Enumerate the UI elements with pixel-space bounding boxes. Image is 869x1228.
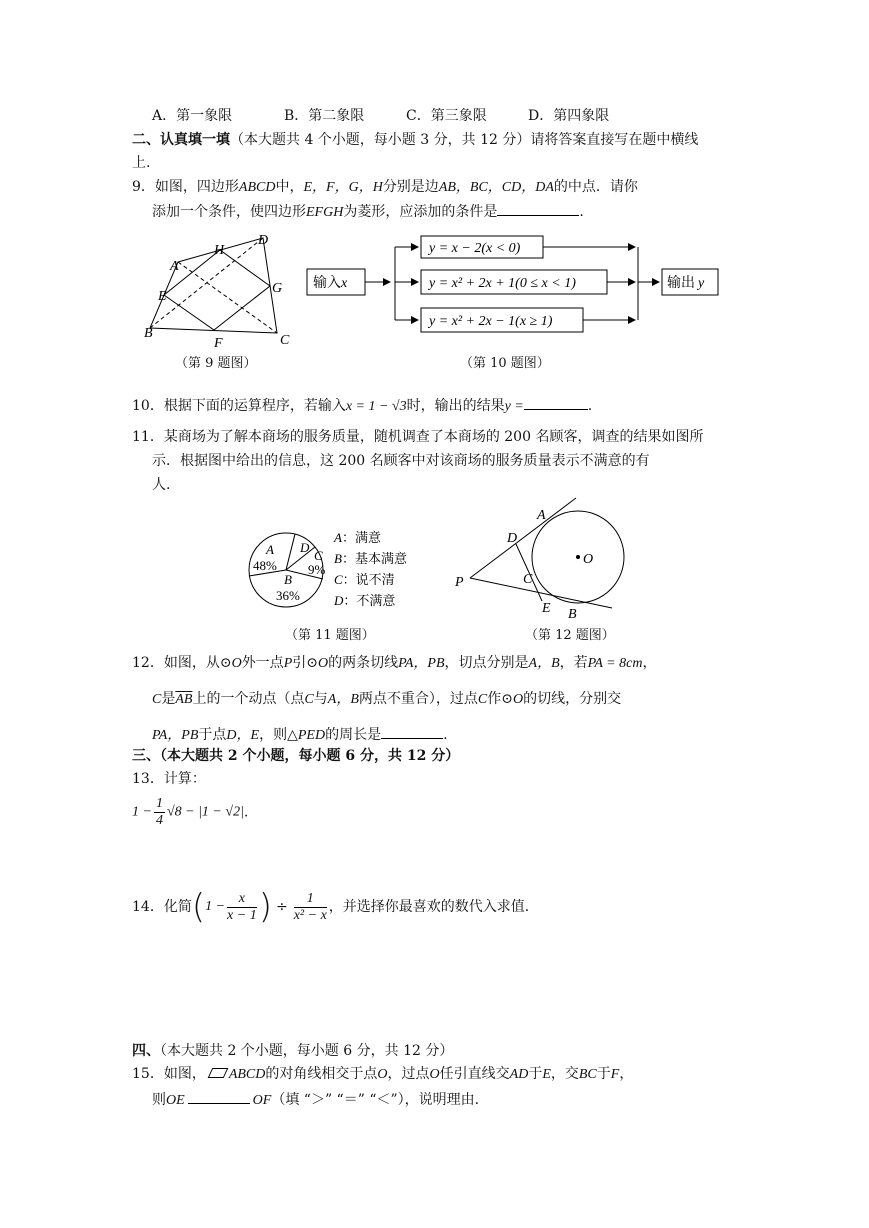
q15-o: O [429, 1067, 440, 1082]
q12-label-o: O [583, 552, 594, 567]
q9-label-g: G [272, 281, 283, 296]
q11-line3: 人. [152, 477, 171, 493]
q14-text: 化简 [163, 899, 192, 915]
svg-text:C：说不清 [334, 572, 395, 587]
q12-tangent-pa [470, 498, 576, 578]
q12-c: C [152, 692, 162, 707]
q14-text: ，并选择你最喜欢的数代入求值. [328, 899, 530, 915]
q15-text: （填 “＞” “＝” “＜”），说明理由. [271, 1092, 480, 1108]
q12-figure [450, 495, 640, 620]
q10-flowchart [305, 232, 725, 342]
q10-box3-text: y = x² + 2x − 1(x ≥ 1) [429, 314, 553, 329]
q11-legend-text-b: ：基本满意 [341, 551, 407, 566]
q10-output-label: 输出 [667, 276, 695, 291]
q12-text: 的周长是 [325, 727, 382, 743]
q8-option-b: B．第二象限 [284, 108, 365, 124]
q9-text: 中， [275, 179, 304, 195]
q10-text: 时，输出的结果 [406, 398, 505, 414]
q10-input-label: 输入 [313, 276, 341, 291]
q14-frac2-den: x² − x [293, 907, 327, 923]
q14-number: 14． [132, 899, 164, 915]
q15-text: ，过点 [387, 1066, 430, 1082]
q12-label-c: C [523, 572, 533, 587]
q9-caption: （第 9 题图） [175, 356, 257, 371]
q15-line2 [152, 1089, 479, 1110]
q15-text: 如图， [163, 1066, 206, 1082]
q14-one: 1 − [205, 899, 226, 914]
q14-right-paren: ) [258, 887, 272, 927]
q12-line1 [132, 654, 656, 673]
q11-pie-label-c: C [314, 548, 323, 563]
q12-c: C [477, 692, 488, 707]
q10-box1-text: y = x − 2(x < 0) [429, 241, 521, 256]
q13-number: 13． [132, 771, 164, 787]
q12-number: 12． [132, 655, 164, 671]
q9-text: 的中点．请你 [553, 179, 638, 195]
q12-line3 [152, 724, 448, 745]
q10-yeq: y = [504, 399, 524, 414]
q12-text: 与 [313, 691, 328, 707]
section2-desc: （本大题共 4 个小题，每小题 3 分，共 12 分）请将答案直接写在题中横线 [230, 132, 699, 148]
q12-label-p: P [455, 575, 464, 590]
q9-label-c: C [280, 333, 290, 348]
q9-label-a: A [170, 259, 179, 274]
q9-abcd: ABCD [238, 180, 276, 195]
svg-text:输入x [313, 275, 348, 291]
q12-caption: （第 12 题图） [525, 628, 615, 643]
q12-text: ，则△ [259, 727, 298, 743]
q12-text: ，若 [559, 655, 588, 671]
q10-output-var: y [698, 276, 705, 291]
section3-heading: 三、（本大题共 2 个小题，每小题 6 分，共 12 分） [132, 748, 460, 764]
q14-frac1-num: x [227, 891, 257, 908]
q8-option-a: A．第一象限 [152, 108, 233, 124]
q9-label-f: F [214, 336, 223, 350]
q9-quadrilateral-efgh [164, 250, 270, 330]
q13-expr-post: √8 − |1 − √2| [166, 804, 244, 820]
q14-line [132, 887, 530, 927]
q10-answer-blank[interactable] [524, 395, 588, 410]
q14-frac2-num: 1 [294, 891, 327, 908]
q9-text: 添加一个条件，使四边形 [152, 204, 306, 220]
section4-heading: 四、 [132, 1043, 160, 1059]
svg-text:B：基本满意 [334, 551, 407, 566]
q11-legend-text-c: ：说不清 [342, 572, 395, 587]
q12-label-b: B [568, 607, 577, 620]
q12-text: 是 [161, 691, 176, 707]
q9-number: 9． [132, 179, 155, 195]
q11-number: 11． [132, 429, 164, 445]
q11-legend-key-d: D [334, 593, 344, 608]
parallelogram-icon [207, 1068, 228, 1078]
q15-text: 于 [528, 1066, 543, 1082]
q15-answer-blank[interactable] [188, 1089, 250, 1104]
q12-tangent-pb [470, 578, 612, 608]
q15-oe: OE [166, 1093, 185, 1108]
section2-desc-cont: 上. [132, 155, 151, 171]
q12-text: 引⊙ [292, 655, 318, 671]
q11-pie-label-a: A [266, 542, 274, 557]
q15-of: OF [252, 1093, 272, 1108]
q9-diagonal-ac [178, 262, 277, 333]
svg-text:输出y [667, 275, 705, 291]
q12-ab: A，B [327, 692, 359, 707]
q11-legend-key-a: A [334, 530, 342, 545]
q12-o: O [512, 692, 524, 707]
q11-text: 某商场为了解本商场的服务质量，随机调查了本商场的 200 名顾客，调查的结果如图所 [163, 429, 704, 445]
section2-heading: 二、认真填一填 [132, 132, 230, 148]
q9-text: 如图，四边形 [154, 179, 239, 195]
q11-pie-radius [286, 534, 295, 570]
q11-pie-pct-b: 36% [276, 588, 300, 603]
q11-caption: （第 11 题图） [285, 628, 375, 643]
q10-caption: （第 10 题图） [460, 356, 550, 371]
q13-expression [132, 796, 248, 829]
q9-efgh: EFGH [306, 205, 344, 220]
q12-text: 作⊙ [487, 691, 513, 707]
q13-expr-pre: 1 − [132, 804, 152, 820]
q9-line2 [152, 201, 584, 222]
q12-c: C [304, 692, 314, 707]
q10-period: . [587, 398, 593, 414]
q12-text: 外一点 [241, 655, 284, 671]
q9-text: 为菱形，应添加的条件是 [343, 204, 498, 220]
q9-points: E，F，G，H [303, 180, 383, 195]
q11-pie-pct-c: 9% [308, 562, 326, 577]
q14-left-paren: ( [191, 887, 206, 927]
q15-bc: BC [578, 1067, 597, 1082]
q10-question [132, 395, 592, 416]
q9-sides: AB，BC，CD，DA [438, 180, 554, 195]
q10-number: 10． [132, 398, 164, 414]
svg-text:A：满意 [333, 530, 381, 545]
section4-desc: （本大题共 2 个小题，每小题 6 分，共 12 分） [160, 1043, 454, 1059]
q11-pie-figure [240, 522, 440, 622]
q10-expr: x = 1 − √3 [345, 399, 407, 414]
q11-legend-key-b: B [334, 551, 342, 566]
q14-div: ÷ [275, 899, 288, 915]
q14-frac1-den: x − 1 [227, 907, 257, 923]
q12-text: 两点不重合），过点 [358, 691, 478, 707]
q12-text: ，切点分别是 [444, 655, 529, 671]
q10-text: 根据下面的运算程序，若输入 [163, 398, 346, 414]
q15-text: ，交 [550, 1066, 579, 1082]
q12-pa-pb: PA，PB [152, 728, 199, 743]
q12-text: ， [642, 655, 657, 671]
q12-label-a: A [537, 508, 546, 523]
q15-text: 于 [596, 1066, 611, 1082]
q15-ad: AD [509, 1067, 529, 1082]
q15-line1 [132, 1065, 633, 1084]
q12-text: 如图，从⊙ [163, 655, 232, 671]
q11-legend-text-d: ：不满意 [343, 593, 396, 608]
q12-p: P [283, 656, 293, 671]
q12-label-d: D [507, 531, 518, 546]
q11-legend-key-c: C [334, 572, 343, 587]
q9-label-e: E [158, 289, 167, 304]
q9-label-d: D [258, 233, 269, 248]
q12-period: . [443, 727, 448, 743]
q13-frac-num: 1 [155, 796, 163, 811]
q10-box2-text: y = x² + 2x + 1(0 ≤ x < 1) [429, 276, 576, 291]
q12-o: O [231, 656, 242, 671]
q15-abcd: ABCD [228, 1067, 266, 1082]
q11-line2: 示．根据图中给出的信息，这 200 名顾客中对该商场的服务质量表示不满意的有 [152, 453, 650, 469]
q12-text: 的两条切线 [328, 655, 399, 671]
q12-ab: A，B [528, 656, 560, 671]
q12-ped: PED [297, 728, 326, 743]
q9-answer-blank[interactable] [497, 201, 579, 216]
q9-figure [140, 230, 300, 350]
q15-text: ， [619, 1066, 634, 1082]
q15-o: O [377, 1067, 388, 1082]
q9-period: . [579, 204, 584, 220]
q12-answer-blank[interactable] [381, 724, 443, 739]
q13-period: . [243, 804, 249, 821]
q8-option-d: D．第四象限 [528, 108, 610, 124]
q9-line1 [132, 178, 638, 197]
q11-legend-text-a: ：满意 [341, 530, 381, 545]
q12-center-dot [576, 555, 580, 559]
q8-option-c: C．第三象限 [406, 108, 487, 124]
q15-text: 任引直线交 [439, 1066, 510, 1082]
q9-label-b: B [144, 326, 153, 341]
q11-line1 [132, 428, 703, 446]
q11-pie-label-d: D [300, 540, 310, 555]
q13-text: 计算： [163, 771, 206, 787]
q11-pie-pct-a: 48% [253, 558, 277, 573]
q15-text: 的对角线相交于点 [265, 1066, 378, 1082]
q12-de: D，E [226, 728, 260, 743]
q12-o: O [317, 656, 329, 671]
q12-text: 的切线，分别交 [523, 691, 622, 707]
q12-pa-pb: PA，PB [398, 656, 445, 671]
q15-number: 15． [132, 1066, 164, 1082]
section4-heading-line [132, 1042, 453, 1060]
q12-text: 上的一个动点（点 [192, 691, 305, 707]
q15-e: E [542, 1067, 551, 1082]
svg-text:D：不满意 [333, 593, 395, 608]
q12-text: 于点 [198, 727, 227, 743]
q13-line [132, 770, 206, 788]
q9-label-h: H [214, 243, 225, 258]
q15-f: F [610, 1067, 620, 1082]
q13-frac-den: 4 [155, 813, 163, 828]
q12-pa-eq: PA = 8cm [587, 656, 643, 671]
q15-text: 则 [152, 1092, 166, 1108]
section2-heading-line [132, 131, 698, 149]
q12-arc-ab: $\overline{AB}$ [175, 692, 193, 707]
q10-input-var: x [341, 276, 348, 291]
q12-line2 [152, 690, 621, 709]
q11-pie-label-b: B [284, 572, 292, 587]
q12-label-e: E [542, 601, 551, 616]
q9-text: 分别是边 [382, 179, 439, 195]
